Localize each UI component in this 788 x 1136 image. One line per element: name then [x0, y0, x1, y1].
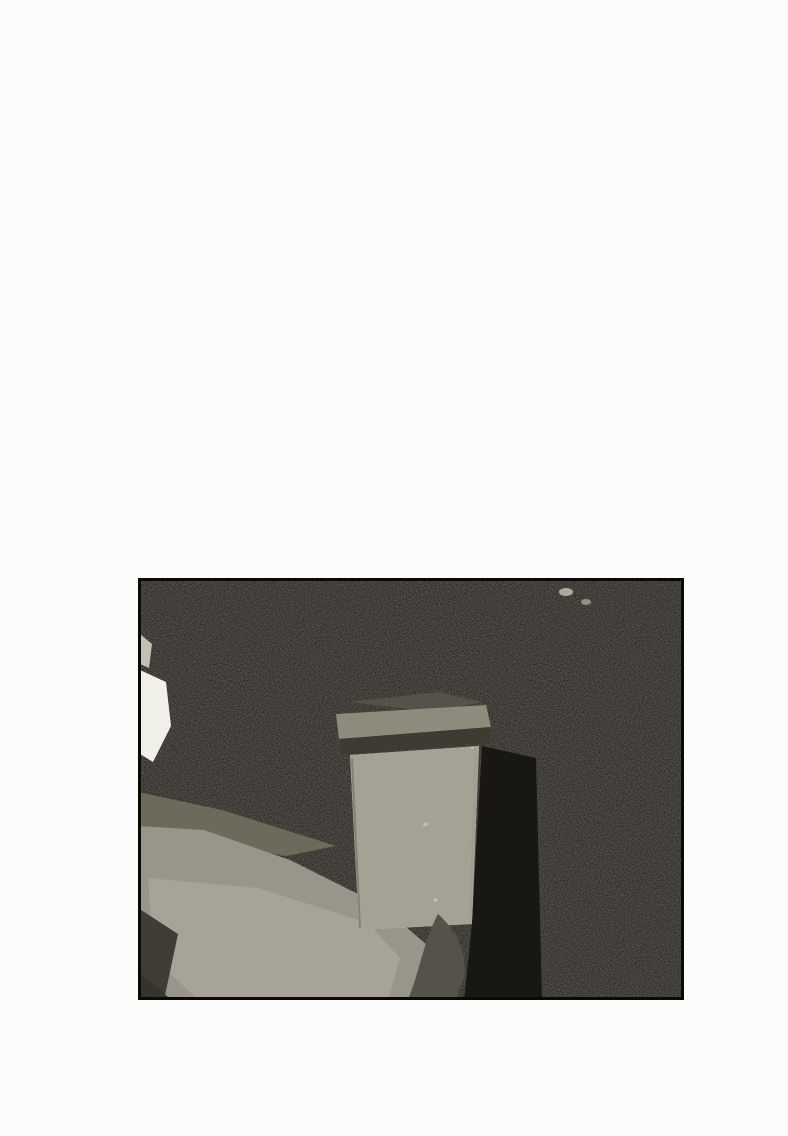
chimney [336, 692, 491, 930]
figure-caption [132, 1006, 690, 1020]
figure-75 [138, 578, 684, 1000]
engraving-illustration [138, 578, 684, 1000]
